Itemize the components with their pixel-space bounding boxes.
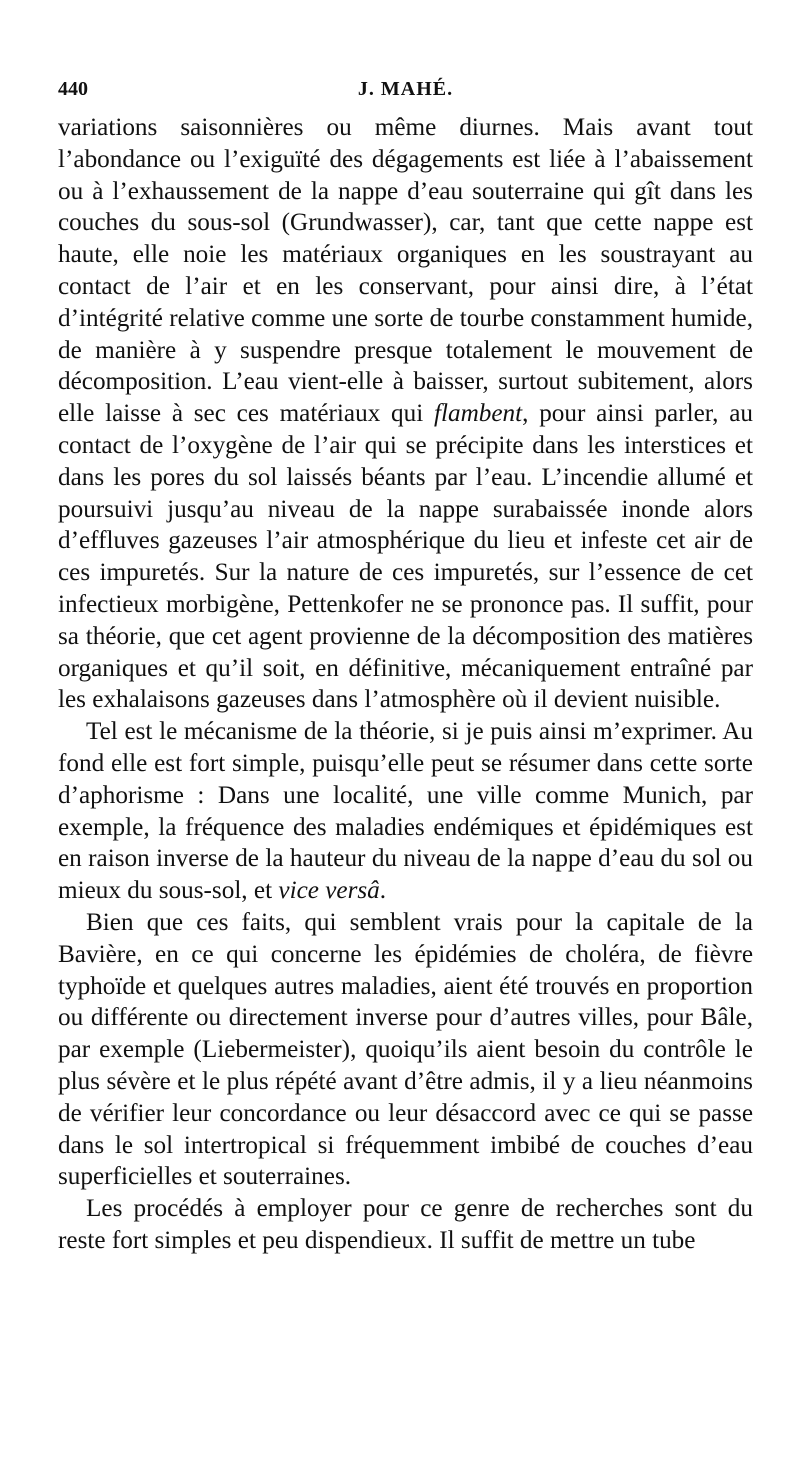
paragraph-3 bbox=[58, 907, 753, 1193]
paragraph-2-text-a: Tel est le mécanisme de la théorie, si je puis ainsi m’exprimer. Au fond elle est fort simple, puisqu’elle peut se résumer dans cette sorte d’aphorisme : Dans une localité, une ville comme Munich, par exemple, la fréquence des maladies endémiques et épidémiques est en raison inverse de la hauteur du niveau de la nappe d’eau du sol ou mieux du sous-sol, et bbox=[58, 718, 753, 905]
paragraph-2 bbox=[58, 716, 753, 907]
paragraph-1-italic-flambent: flambent bbox=[434, 400, 523, 428]
paragraph-3-text: Bien que ces faits, qui semblent vrais pour la capitale de la Bavière, en ce qui concerne les épidémies de choléra, de fièvre typhoïde et quelques autres maladies, aient été trouvés en proportion ou différente ou directement inverse pour d’autres villes, pour Bâle, par exemple (Liebermeister), quoiqu’ils aient besoin du contrôle le plus sévère et le plus répété avant d’être admis, il y a lieu néanmoins de vérifier leur concordance ou leur désaccord avec ce qui se passe dans le sol intertropical si fréquemment imbibé de couches d’eau superficielles et souterraines. bbox=[58, 908, 753, 1191]
running-title: J. MAHÉ. bbox=[357, 78, 454, 100]
paragraph-2-text-b: . bbox=[379, 877, 387, 905]
paragraph-4 bbox=[58, 1193, 753, 1257]
paragraph-2-italic-vice-versa: vice versâ bbox=[278, 877, 380, 905]
paragraph-1-text-b: , pour ainsi parler, au contact de l’oxygène de l’air qui se précipite dans les interstices et dans les pores du sol laissés béants par l’eau. L’incendie allumé et poursuivi jusqu’au niveau de la nappe surabaissée inonde alors d’effluves gazeuses l’air atmosphérique du lieu et infeste cet air de ces impuretés. Sur la nature de ces impuretés, sur l’essence de cet infectieux morbigène, Pettenkofer ne se prononce pas. Il suffit, pour sa théorie, que cet agent provienne de la décomposition des matières organiques et qu’il soit, en définitive, mécaniquement entraîné par les exhalaisons gazeuses dans l’atmosphère où il devient nuisible. bbox=[58, 400, 754, 714]
page-number: 440 bbox=[58, 78, 88, 100]
running-head bbox=[58, 78, 753, 108]
body-text bbox=[58, 112, 753, 1257]
paragraph-1 bbox=[58, 112, 753, 716]
paragraph-4-text: Les procédés à employer pour ce genre de recherches sont du reste fort simples et peu dispendieux. Il suffit de mettre un tube bbox=[58, 1195, 753, 1254]
paragraph-1-text-a: variations saisonnières ou même diurnes. Mais avant tout l’abondance ou l’exiguïté des dégagements est liée à l’abaissement ou à l’exhaussement de la nappe d’eau souterraine qui gît dans les couches du sous-sol (Grundwasser), car, tant que cette nappe est haute, elle noie les matériaux organiques en les soustrayant au contact de l’air et en les conservant, pour ainsi dire, à l’état d’intégrité relative comme une sorte de tourbe constamment humide, de manière à y suspendre presque totalement le mouvement de décomposition. L’eau vient-elle à baisser, surtout subitement, alors elle laisse à sec ces matériaux qui bbox=[58, 114, 753, 428]
